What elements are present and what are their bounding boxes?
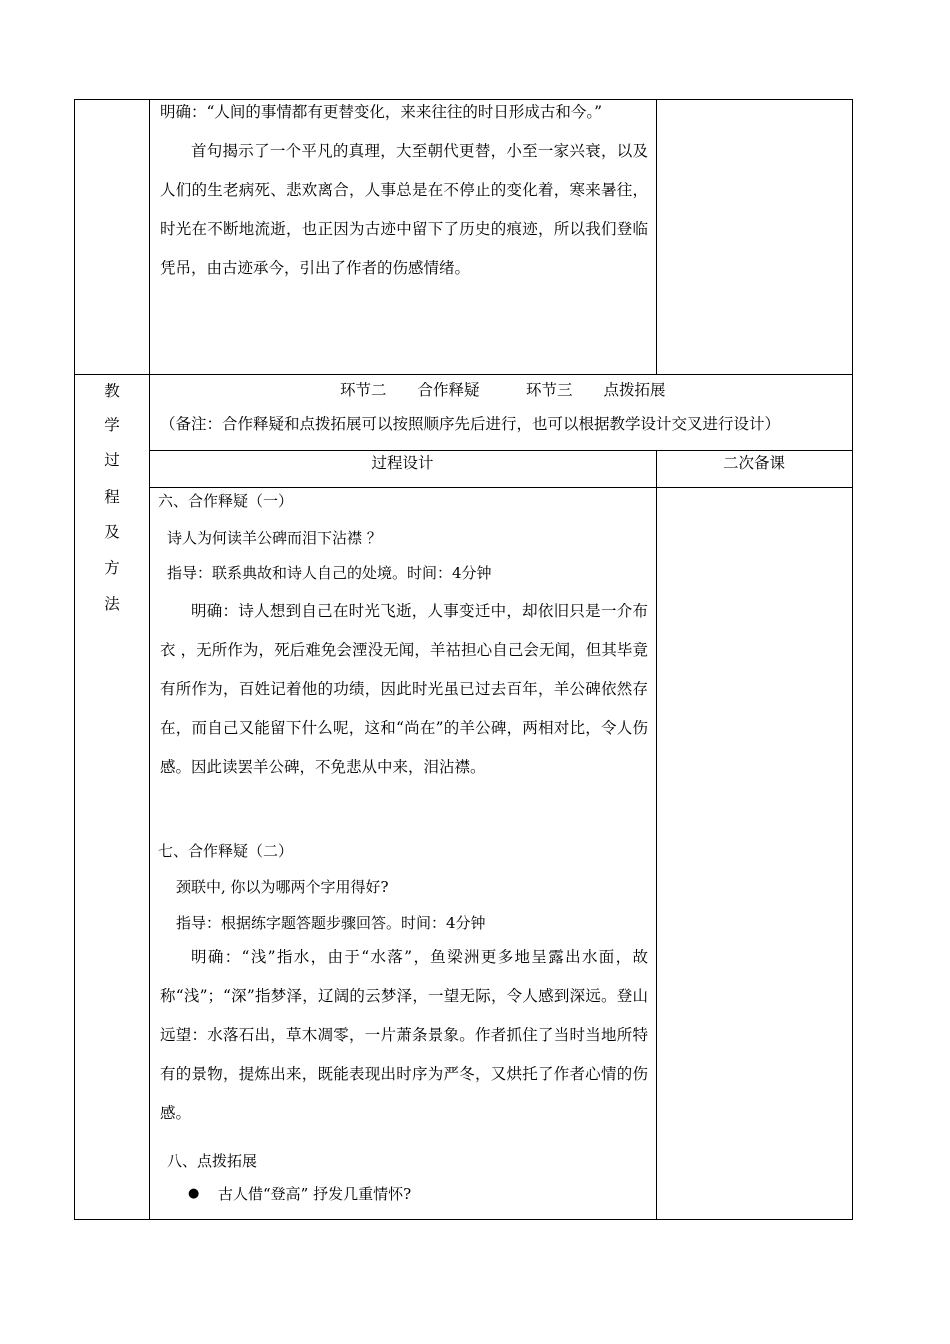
top-cell-text <box>160 93 648 288</box>
q1-guide: 指导：联系典故和诗人自己的处境。时间：4分钟 <box>167 564 492 582</box>
table-border-right <box>852 99 853 1220</box>
column-header-second: 二次备课 <box>722 454 785 472</box>
side-label-char: 方 <box>104 559 120 577</box>
side-label-char: 学 <box>104 416 120 434</box>
q2-heading: 七、合作释疑（二） <box>158 842 294 860</box>
q2-guide: 指导：根据练字题答题步骤回答。时间：4分钟 <box>176 914 486 932</box>
side-label-char: 程 <box>104 488 120 506</box>
section-note: （备注：合作释疑和点拨拓展可以按照顺序先后进行，也可以根据教学设计交叉进行设计） <box>160 415 781 433</box>
q1-answer: 明确：诗人想到自己在时光飞逝，人事变迁中，却依旧只是一介布衣 ，无所作为，死后难免会湮没无闻，羊祜担心自己会无闻，但其毕竟有所作为，百姓记着他的功绩，因此时光虽已过去百年，羊公碑依然存在，而自己又能留下什么呢，这和“尚在”的羊公碑，两相对比，令人伤感。因此读罢羊公碑，不免悲从中来，泪沾襟。 <box>160 602 648 776</box>
q3-bullet: 古人借“登高” 抒发几重情怀? <box>218 1185 412 1203</box>
table-border-row2 <box>74 374 853 375</box>
side-label-char: 法 <box>104 595 120 613</box>
bullet-icon: ● <box>188 1186 200 1201</box>
top-explanation: 首句揭示了一个平凡的真理，大至朝代更替，小至一家兴衰，以及人们的生老病死、悲欢离合，人事总是在不停止的变化着，寒来暑往，时光在不断地流逝，也正因为古迹中留下了历史的痕迹，所以我们登临凭吊，由古迹承今，引出了作者的伤感情绪。 <box>160 142 648 277</box>
q1-question: 诗人为何读羊公碑而泪下沾襟 ？ <box>167 529 382 547</box>
table-border-left <box>74 99 75 1220</box>
section-title: 环节二 合作释疑 环节三 点拨拓展 <box>340 381 666 399</box>
side-label-char: 及 <box>104 523 120 541</box>
q3-heading: 八、点拨拓展 <box>167 1152 258 1170</box>
side-label-char: 教 <box>104 382 120 400</box>
q1-heading: 六、合作释疑（一） <box>158 492 294 510</box>
table-border-header <box>149 450 853 451</box>
top-answer: 明确：“人间的事情都有更替变化，来来往往的时日形成古和今。” <box>160 103 603 121</box>
table-border-colhead <box>149 487 853 488</box>
side-label-char: 过 <box>104 451 120 469</box>
q2-question: 颈联中, 你以为哪两个字用得好? <box>176 878 389 896</box>
table-border-bottom <box>74 1219 853 1220</box>
table-border-inner-left <box>149 99 150 1220</box>
q2-answer: 明确：“浅”指水，由于“水落”，鱼梁洲更多地呈露出水面，故称“浅”；“深”指梦泽，辽阔的云梦泽，一望无际，令人感到深远。登山远望：水落石出，草木凋零，一片萧条景象。作者抓住了当时当地所特有的景物，提炼出来，既能表现出时序为严冬，又烘托了作者心情的伤感。 <box>160 948 648 1122</box>
table-border-inner-right-bottom <box>656 450 657 1220</box>
table-border-inner-right-top <box>656 99 657 375</box>
column-header-process: 过程设计 <box>371 454 434 472</box>
